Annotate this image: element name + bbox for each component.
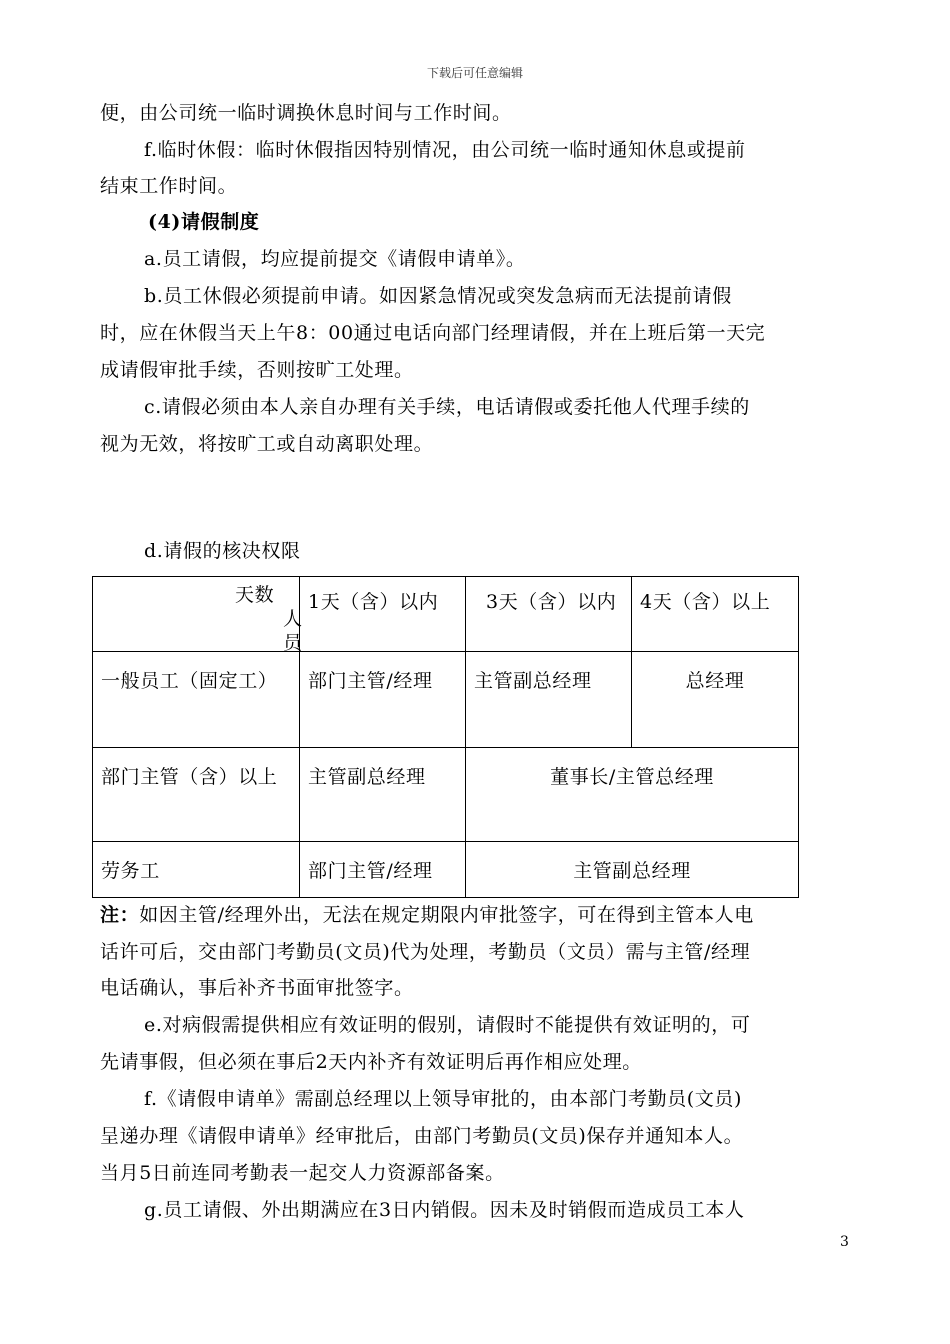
corner-person-label: 人员 (283, 608, 303, 654)
paragraph-line: b.员工休假必须提前申请。如因紧急情况或突发急病而无法提前请假 (144, 285, 732, 307)
person-cell: 部门主管（含）以上 (93, 748, 300, 842)
table-row (93, 652, 799, 748)
table-cell: 部门主管/经理 (300, 652, 466, 748)
page-number: 3 (840, 1234, 849, 1250)
person-cell: 一般员工（固定工） (93, 652, 300, 748)
section-heading: (4)请假制度 (148, 211, 260, 233)
paragraph-line: 视为无效，将按旷工或自动离职处理。 (100, 433, 434, 455)
column-header: 1天（含）以内 (300, 577, 466, 652)
table-row (93, 842, 799, 898)
paragraph-line: f.《请假申请单》需副总经理以上领导审批的，由本部门考勤员(文员) (144, 1088, 743, 1110)
approval-authority-table (92, 576, 799, 898)
paragraph-line: 先请事假，但必须在事后2天内补齐有效证明后再作相应处理。 (100, 1051, 642, 1073)
table-cell: 董事长/主管总经理 (466, 748, 799, 842)
paragraph-line: 时，应在休假当天上午8：00通过电话向部门经理请假，并在上班后第一天完 (100, 322, 766, 344)
paragraph-line: a.员工请假，均应提前提交《请假申请单》。 (144, 248, 526, 270)
table-cell: 主管副总经理 (466, 652, 632, 748)
paragraph-line: e.对病假需提供相应有效证明的假别，请假时不能提供有效证明的，可 (144, 1014, 751, 1036)
table-row (93, 748, 799, 842)
table-cell: 主管副总经理 (466, 842, 799, 898)
paragraph-line: f.临时休假：临时休假指因特别情况，由公司统一临时通知休息或提前 (144, 139, 746, 161)
column-header: 4天（含）以上 (632, 577, 799, 652)
table-cell: 主管副总经理 (300, 748, 466, 842)
table-cell: 总经理 (632, 652, 799, 748)
paragraph-line: 便，由公司统一临时调换休息时间与工作时间。 (100, 102, 512, 124)
note-line (100, 902, 754, 928)
table-cell: 部门主管/经理 (300, 842, 466, 898)
note-line: 话许可后，交由部门考勤员(文员)代为处理，考勤员（文员）需与主管/经理 (100, 941, 751, 963)
page-header: 下载后可任意编辑 (426, 66, 523, 80)
column-header: 3天（含）以内 (466, 577, 632, 652)
table-header-row (93, 577, 799, 652)
paragraph-line: g.员工请假、外出期满应在3日内销假。因未及时销假而造成员工本人 (144, 1199, 745, 1221)
paragraph-line: c.请假必须由本人亲自办理有关手续，电话请假或委托他人代理手续的 (144, 396, 750, 418)
table-corner-cell (93, 577, 303, 654)
corner-days-label: 天数 (235, 584, 275, 606)
paragraph-line: 成请假审批手续，否则按旷工处理。 (100, 359, 414, 381)
paragraph-line: d.请假的核决权限 (144, 540, 301, 562)
note-label: 注： (100, 904, 140, 926)
paragraph-line: 呈递办理《请假申请单》经审批后，由部门考勤员(文员)保存并通知本人。 (100, 1125, 744, 1147)
paragraph-line: 当月5日前连同考勤表一起交人力资源部备案。 (100, 1162, 505, 1184)
note-line: 电话确认，事后补齐书面审批签字。 (100, 977, 414, 999)
person-cell: 劳务工 (93, 842, 300, 898)
note-text: 如因主管/经理外出，无法在规定期限内审批签字，可在得到主管本人电 (139, 904, 754, 926)
paragraph-line: 结束工作时间。 (100, 175, 238, 197)
